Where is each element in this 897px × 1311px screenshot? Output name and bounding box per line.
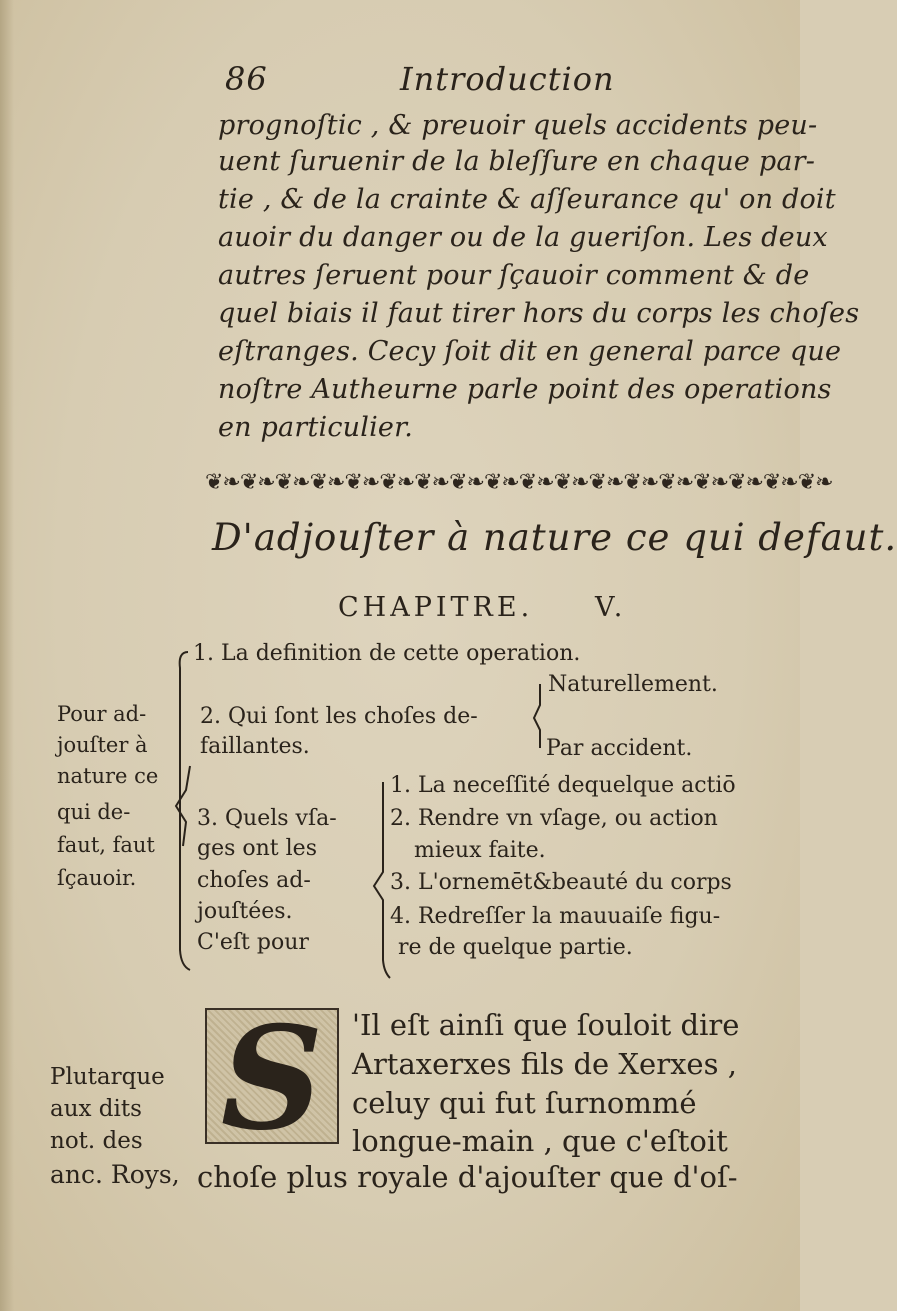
side-note-line: jouſter à	[57, 733, 148, 757]
decorated-initial-letter: S	[220, 996, 324, 1162]
ornamental-band: ❦❧❦❧❦❧❦❧❦❧❦❧❦❧❦❧❦❧❦❧❦❧❦❧❦❧❦❧❦❧❦❧❦❧❦❧	[205, 470, 833, 495]
outline-item-2-sub: Naturellement.	[548, 672, 718, 697]
side-note-line: ſçauoir.	[57, 866, 137, 890]
intro-line: en particulier.	[218, 412, 414, 443]
outline-item-3-sub: 2. Rendre vn vſage, ou action	[390, 806, 718, 831]
outline-item-3-sub: 1. La neceſſité dequelque actiō	[390, 773, 736, 798]
brace-side-note	[176, 766, 190, 846]
page-number: 86	[225, 60, 268, 98]
side-note-line: qui de-	[57, 800, 131, 824]
outline-item-2-sub: Par accident.	[546, 736, 693, 761]
outline-item-2: 2. Qui ſont les choſes de-	[200, 704, 478, 729]
intro-line: eſtranges. Cecy ſoit dit en general parce que	[218, 336, 842, 367]
intro-line: prognoſtic , & preuoir quels accidents peu-	[218, 110, 818, 141]
chapter-number: V.	[595, 592, 627, 623]
outline-item-3-sub: re de quelque partie.	[398, 935, 633, 960]
outline-item-3: ges ont les	[197, 836, 317, 861]
intro-line: tie , & de la crainte & aſſeurance qu' on doit	[218, 184, 836, 215]
margin-note-line: not. des	[50, 1128, 143, 1154]
body-line: celuy qui fut ſurnommé	[352, 1086, 697, 1120]
outline-item-1: 1. La definition de cette operation.	[193, 641, 581, 666]
brace-item-2	[534, 684, 540, 748]
section-title: D'adjouſter à nature ce qui defaut.	[212, 516, 897, 559]
outline-item-3-sub: 3. L'ornemēt&beauté du corps	[390, 870, 732, 895]
side-note-line: Pour ad-	[57, 702, 147, 726]
body-line: 'Il eſt ainſi que ſouloit dire	[352, 1008, 740, 1042]
brace-item-3	[374, 782, 390, 978]
side-note-line: nature ce	[57, 764, 159, 788]
intro-line: noſtre Autheurne parle point des operations	[218, 374, 832, 405]
intro-line: uent ſuruenir de la bleſſure en chaque par-	[218, 146, 816, 177]
margin-note-line: Plutarque	[50, 1064, 165, 1090]
body-line: longue-main , que c'eſtoit	[352, 1124, 728, 1158]
intro-line: autres ſeruent pour ſçauoir comment & de	[218, 260, 810, 291]
outline-item-3: choſes ad-	[197, 868, 311, 893]
brace-outline	[180, 652, 190, 970]
outline-item-3: jouſtées.	[197, 899, 293, 924]
side-note-line: faut, faut	[57, 833, 155, 857]
margin-note-line: aux dits	[50, 1096, 142, 1122]
body-line: Artaxerxes fils de Xerxes ,	[352, 1047, 737, 1081]
outline-item-3: C'eſt pour	[197, 930, 309, 955]
intro-line: quel biais il faut tirer hors du corps les choſes	[218, 298, 860, 329]
outline-item-2-cont: faillantes.	[200, 734, 310, 759]
outline-item-3-sub: 4. Redreſſer la mauuaiſe figu-	[390, 904, 721, 929]
outline-item-3: 3. Quels vſa-	[197, 806, 337, 831]
running-title: Introduction	[400, 60, 615, 98]
margin-note-line: anc. Roys,	[50, 1160, 180, 1189]
outline-item-3-sub: mieux faite.	[414, 838, 546, 863]
body-line: choſe plus royale d'ajouſter que d'oſ-	[197, 1160, 738, 1194]
decorated-initial	[205, 996, 339, 1162]
intro-line: auoir du danger ou de la gueriſon. Les deux	[218, 222, 828, 253]
chapter-label: CHAPITRE.	[338, 592, 534, 623]
